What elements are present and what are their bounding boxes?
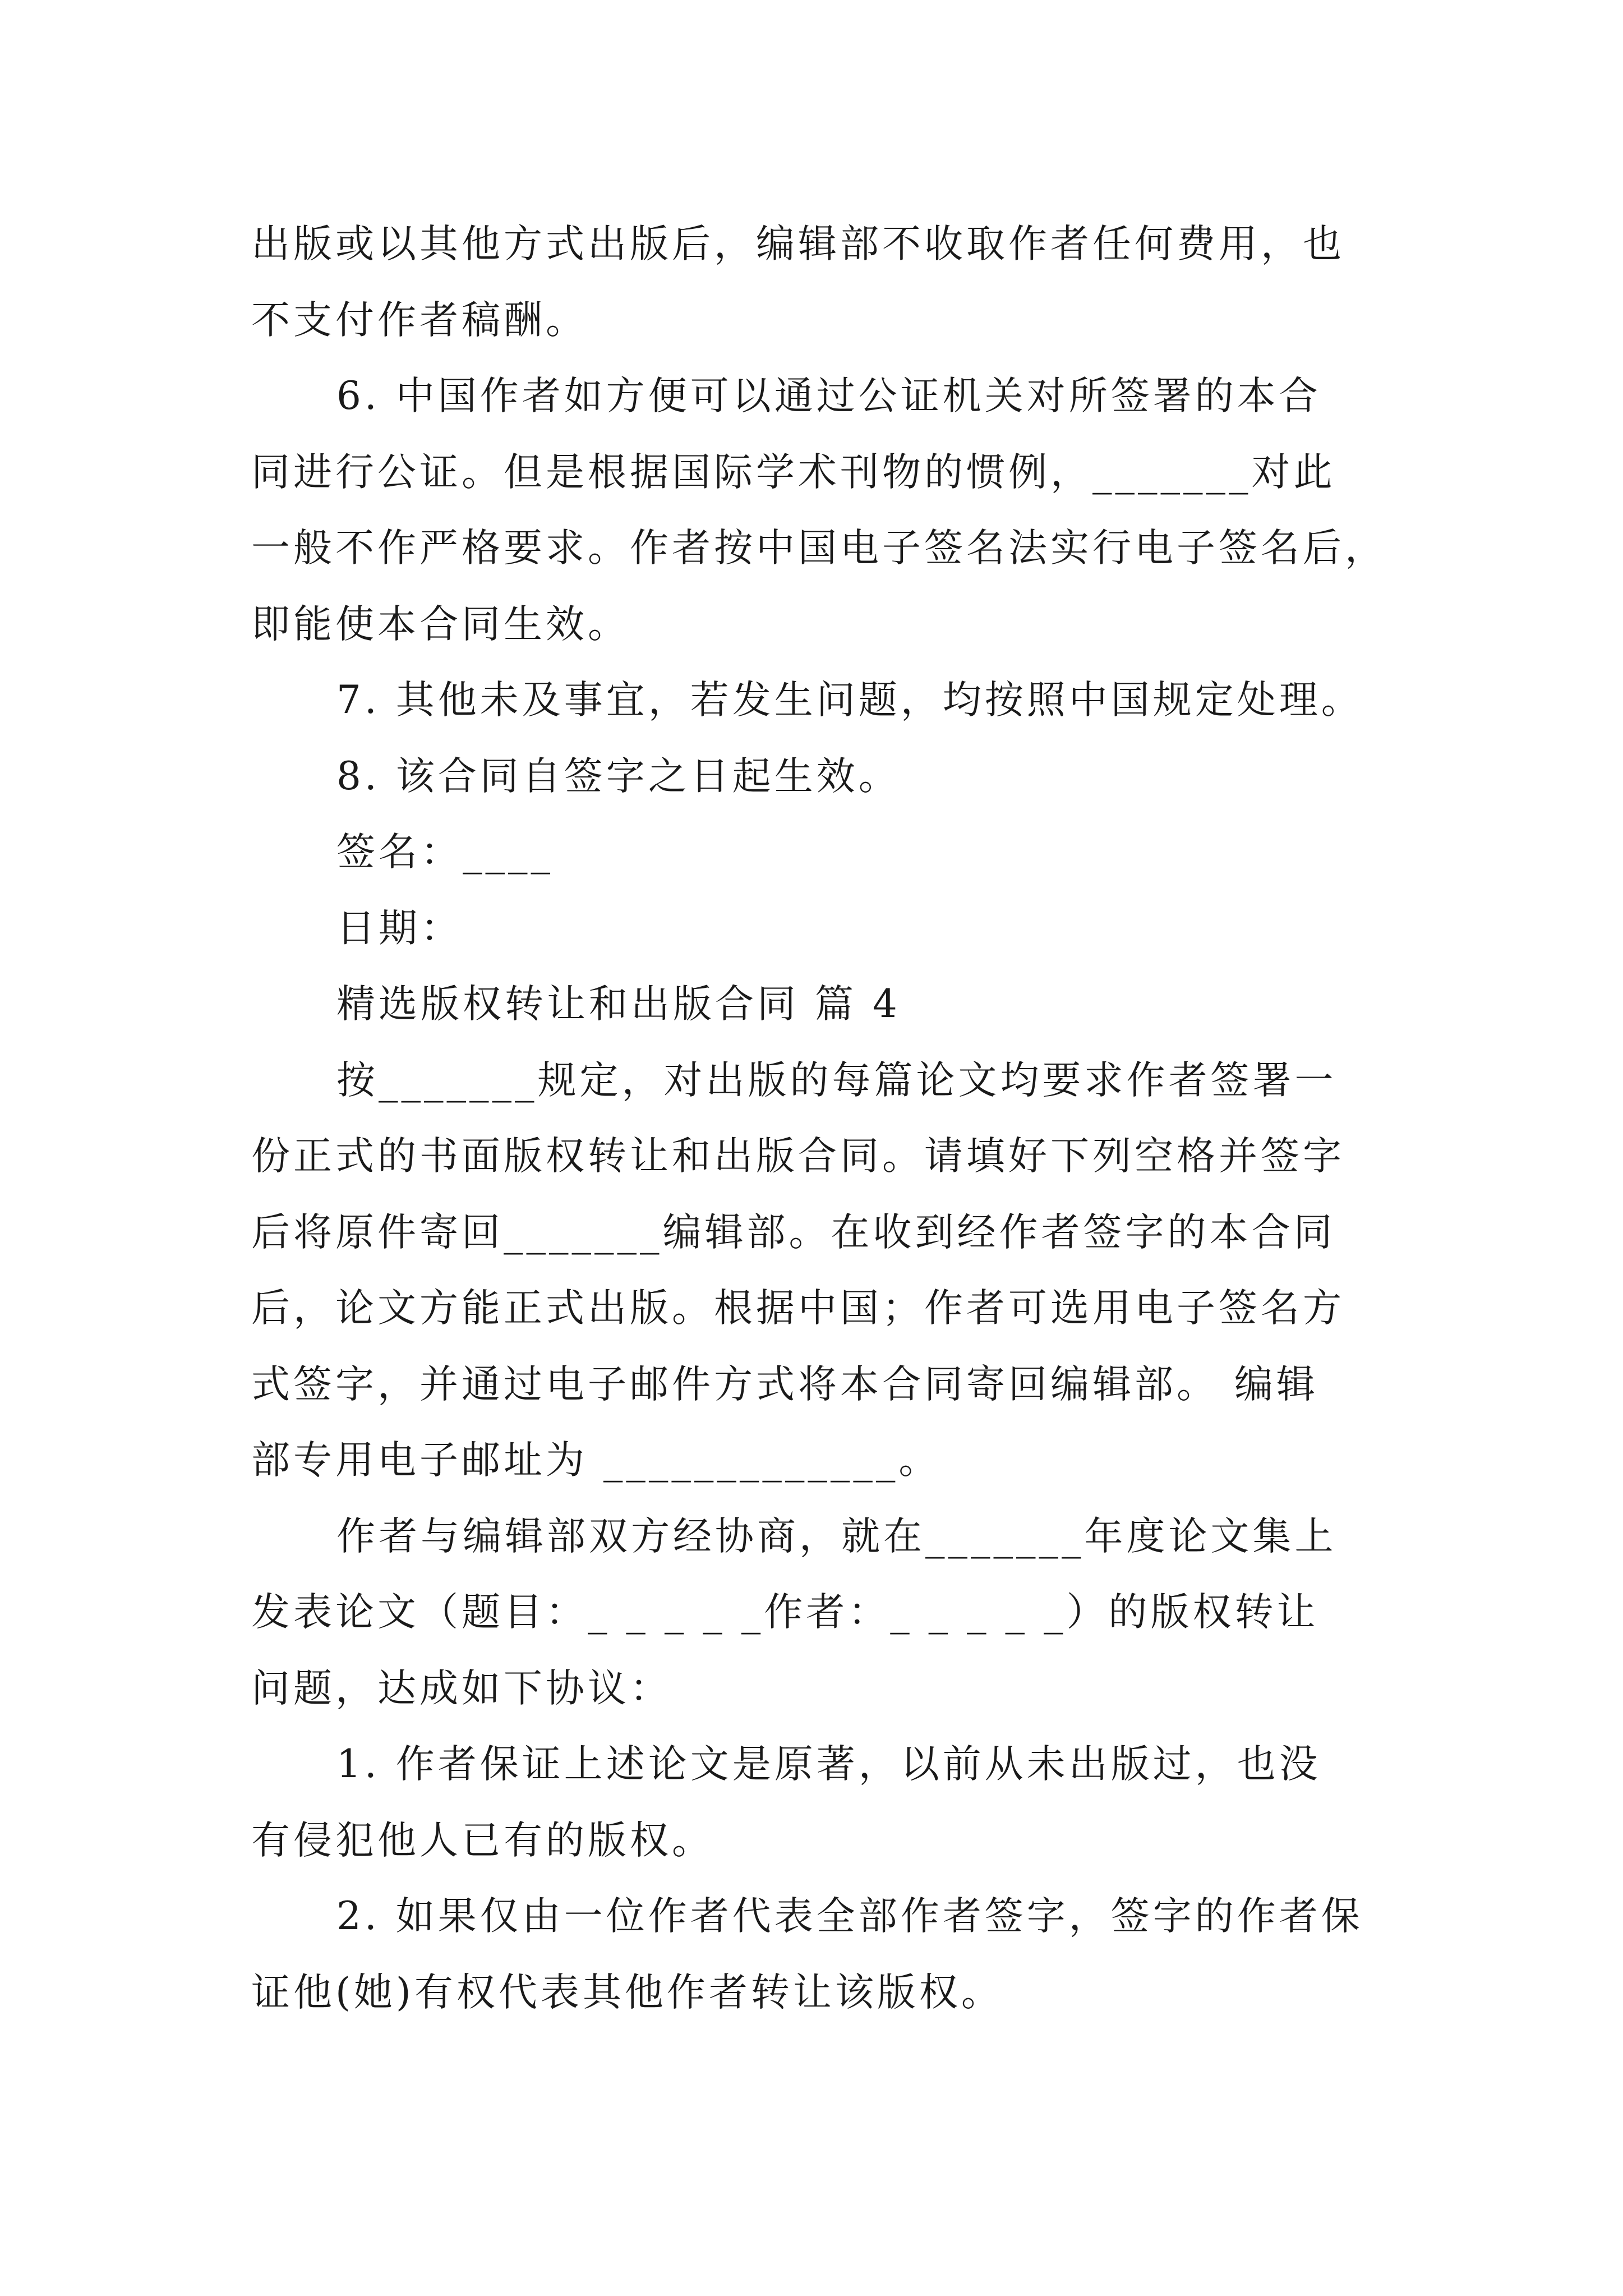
clause-1-line: 1. 作者保证上述论文是原著，以前从未出版过，也没 [336, 1742, 1321, 1787]
paragraph-line: 出版或以其他方式出版后，编辑部不收取作者任何费用，也 [251, 222, 1345, 266]
clause-2-line: 2. 如果仅由一位作者代表全部作者签字，签字的作者保 [336, 1894, 1363, 1939]
paragraph-line: 后将原件寄回_______编辑部。在收到经作者签字的本合同 [251, 1210, 1336, 1255]
clause-6-line: 6. 中国作者如方便可以通过公证机关对所签署的本合 [336, 374, 1321, 418]
paragraph-line: 作者与编辑部双方经协商，就在_______年度论文集上 [336, 1514, 1337, 1559]
paragraph-line: 份正式的书面版权转让和出版合同。请填好下列空格并签字 [251, 1134, 1345, 1179]
signature-line: 签名：____ [336, 830, 554, 875]
paragraph-line: 发表论文（题目：_ _ _ _ _作者：_ _ _ _ _）的版权转让 [251, 1590, 1319, 1635]
clause-8-line: 8. 该合同自签字之日起生效。 [336, 754, 901, 799]
clause-7-line: 7. 其他未及事宜，若发生问题，均按照中国规定处理。 [336, 678, 1363, 723]
paragraph-line: 问题，达成如下协议： [251, 1666, 672, 1711]
paragraph-line: 后，论文方能正式出版。根据中国；作者可选用电子签名方 [251, 1286, 1345, 1331]
section-heading: 精选版权转让和出版合同 篇 4 [336, 982, 901, 1027]
paragraph-line: 式签字，并通过电子邮件方式将本合同寄回编辑部。 编辑 [251, 1362, 1318, 1407]
paragraph-line: 证他(她)有权代表其他作者转让该版权。 [251, 1970, 1003, 2015]
date-line: 日期： [336, 906, 463, 951]
paragraph-line: 一般不作严格要求。作者按中国电子签名法实行电子签名后， [251, 526, 1387, 570]
paragraph-line: 即能使本合同生效。 [251, 602, 630, 647]
paragraph-line: 有侵犯他人已有的版权。 [251, 1818, 714, 1863]
paragraph-line: 部专用电子邮址为 _____________。 [251, 1438, 941, 1483]
paragraph-line: 同进行公证。但是根据国际学术刊物的惯例，_______对此 [251, 450, 1336, 495]
paragraph-line: 按_______规定，对出版的每篇论文均要求作者签署一 [336, 1058, 1337, 1103]
paragraph-line: 不支付作者稿酬。 [251, 298, 588, 343]
